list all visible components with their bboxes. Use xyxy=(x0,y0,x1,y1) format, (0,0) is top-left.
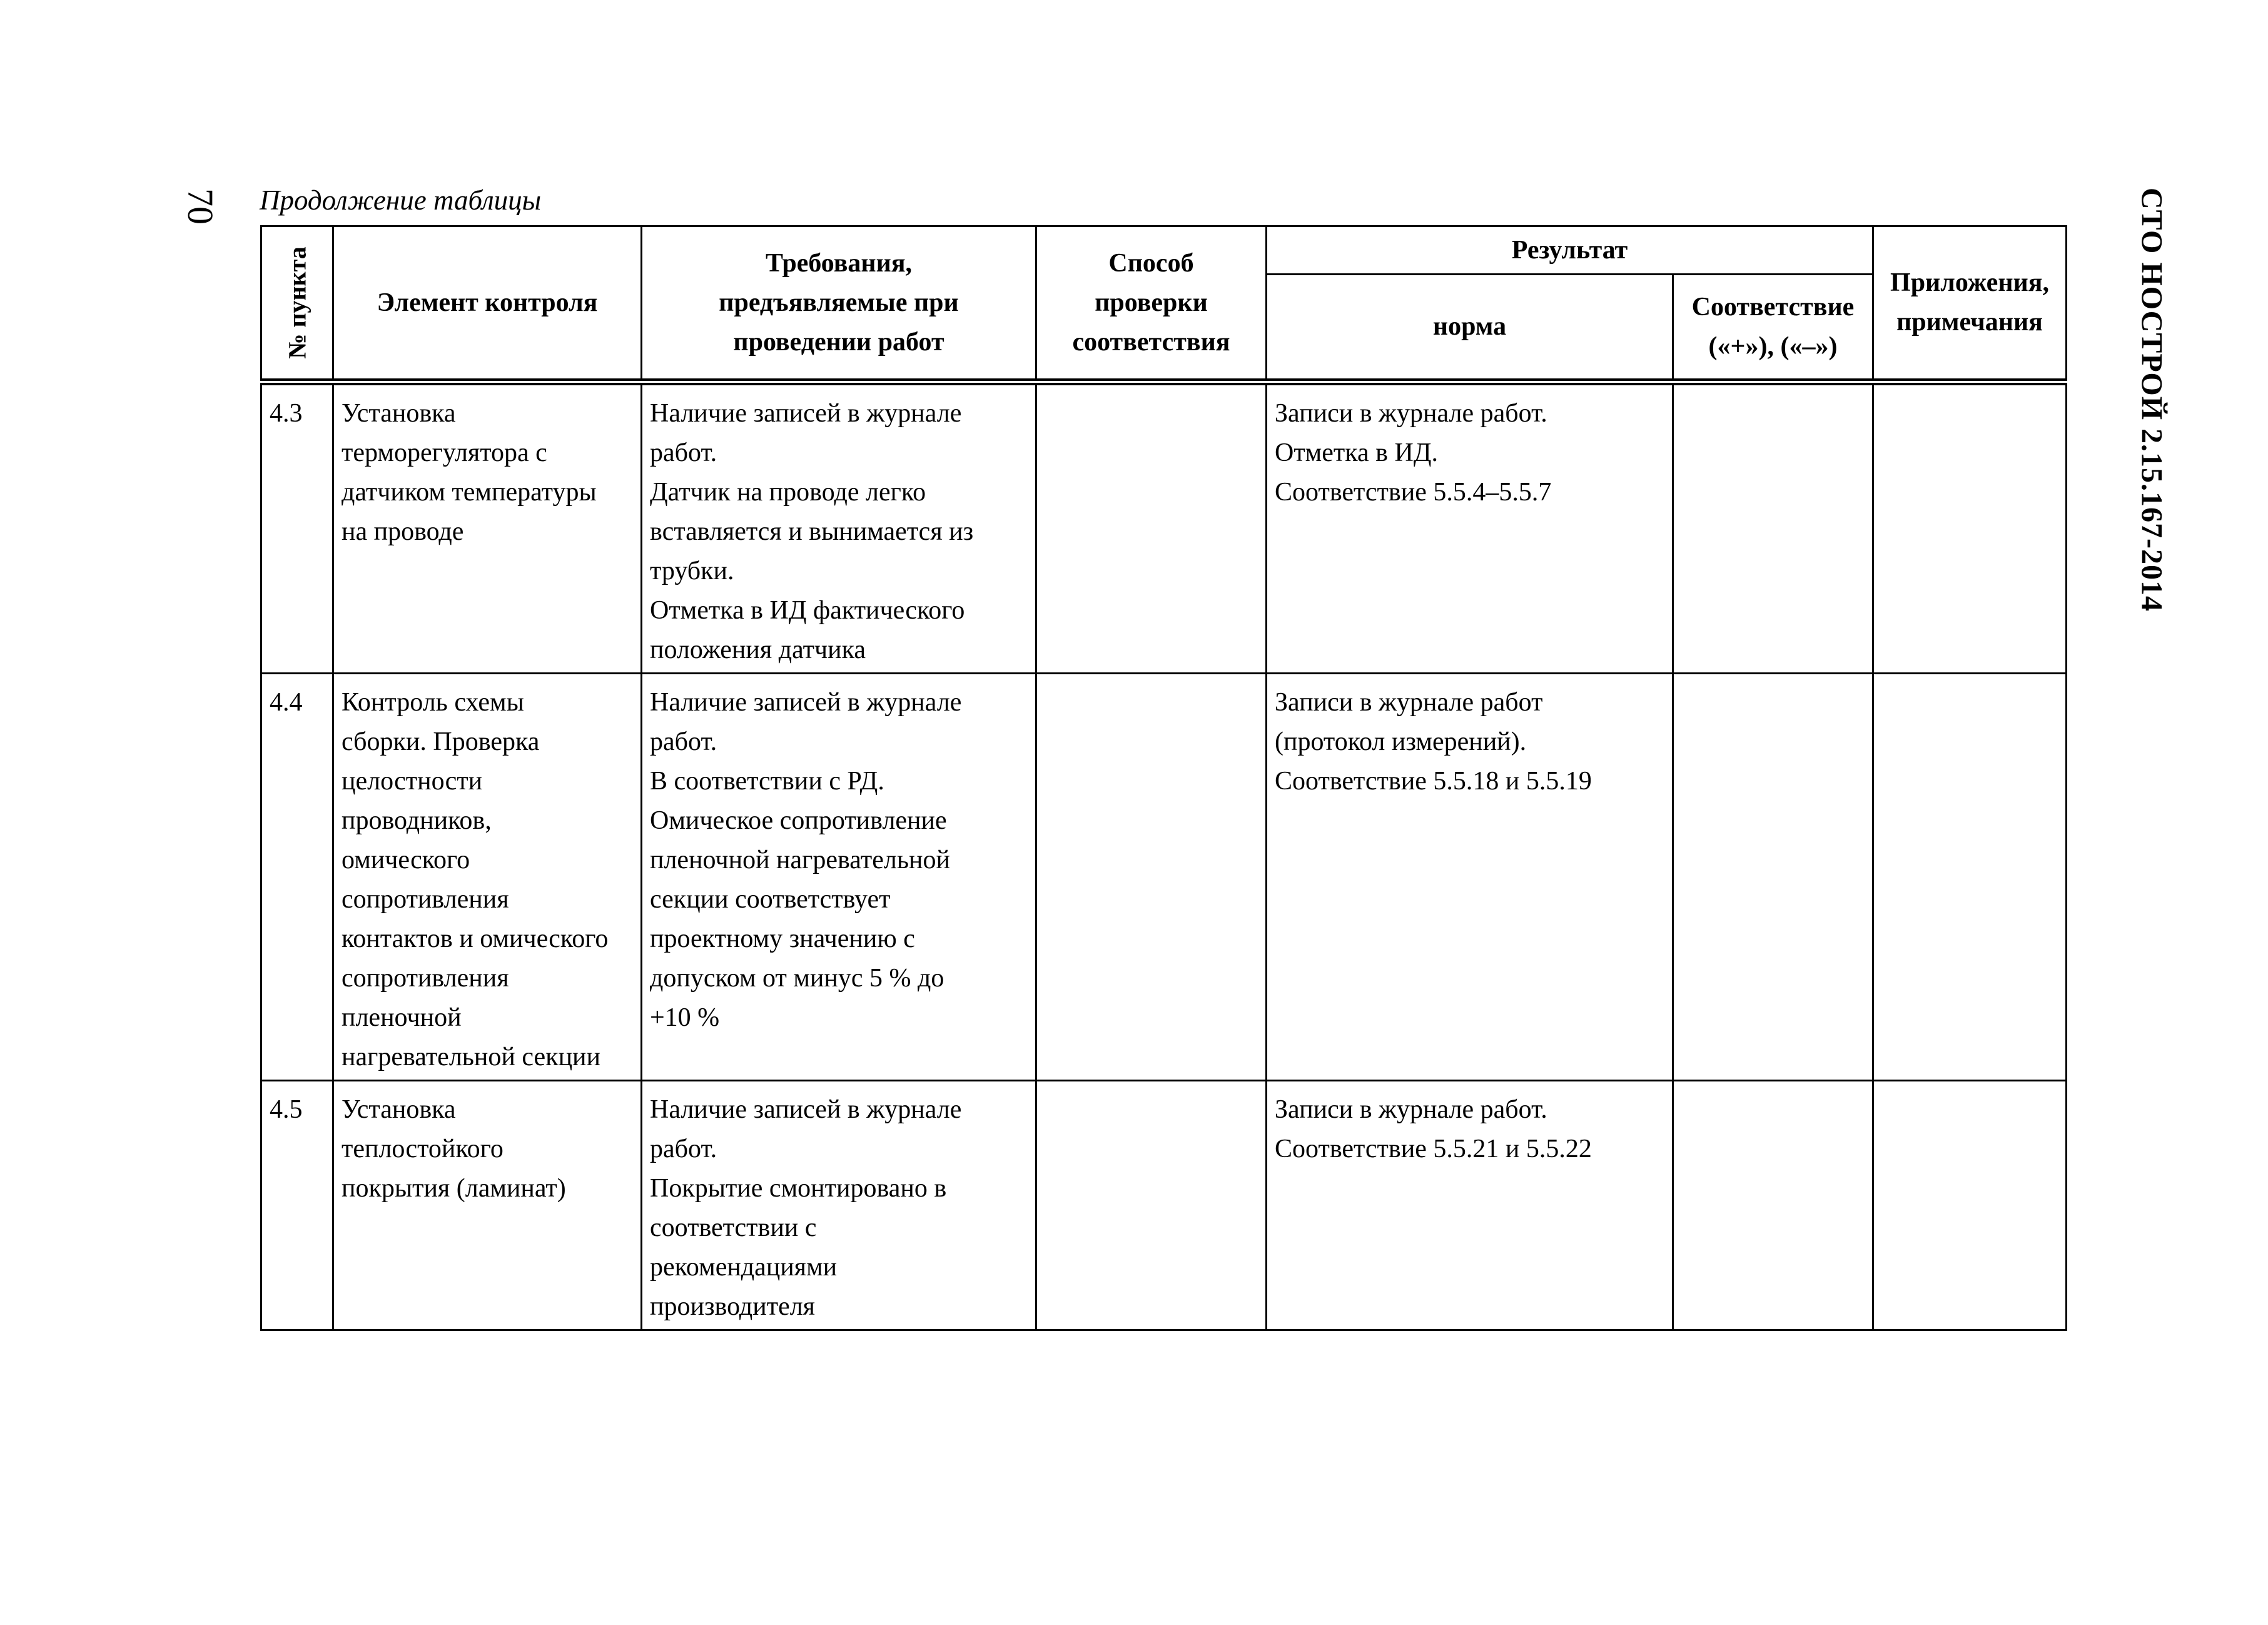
cell-element: Контроль схемы сборки. Проверка целостности проводников, омического сопротивления контактов и омического сопротивления пленочной нагревательной секции xyxy=(333,674,642,1081)
cell-number: 4.3 xyxy=(261,382,333,674)
cell-element: Установка теплостойкого покрытия (ламинат) xyxy=(333,1081,642,1330)
cell-norm: Записи в журнале работ. Отметка в ИД. Соответствие 5.5.4–5.5.7 xyxy=(1267,382,1673,674)
cell-element: Установка терморегулятора с датчиком температуры на проводе xyxy=(333,382,642,674)
table-caption: Продолжение таблицы xyxy=(260,185,542,216)
cell-notes xyxy=(1873,382,2067,674)
cell-norm: Записи в журнале работ. Соответствие 5.5.21 и 5.5.22 xyxy=(1267,1081,1673,1330)
cell-notes xyxy=(1873,1081,2067,1330)
control-table xyxy=(260,225,2067,1331)
cell-compliance xyxy=(1673,674,1873,1081)
header-item-number: № пункта xyxy=(261,226,333,382)
header-result: Результат xyxy=(1267,226,1873,275)
document-code xyxy=(2122,188,2181,625)
table-row xyxy=(261,382,2067,674)
page-number: 70 xyxy=(180,188,221,225)
cell-compliance xyxy=(1673,382,1873,674)
header-compliance: Соответствие («+»), («–») xyxy=(1673,275,1873,382)
header-check-method: Способ проверки соответствия xyxy=(1036,226,1267,382)
cell-method xyxy=(1036,1081,1267,1330)
cell-requirements: Наличие записей в журнале работ. Покрытие смонтировано в соответствии с рекомендациями производителя xyxy=(642,1081,1036,1330)
cell-number: 4.5 xyxy=(261,1081,333,1330)
cell-requirements: Наличие записей в журнале работ. В соответствии с РД. Омическое сопротивление пленочной нагревательной секции соответствует проектному значению с допуском от минус 5 % до +10 % xyxy=(642,674,1036,1081)
cell-method xyxy=(1036,674,1267,1081)
table-row xyxy=(261,674,2067,1081)
cell-notes xyxy=(1873,674,2067,1081)
cell-compliance xyxy=(1673,1081,1873,1330)
document-code-text: СТО НОСТРОЙ 2.15.167-2014 xyxy=(2135,188,2169,612)
cell-norm: Записи в журнале работ (протокол измерений). Соответствие 5.5.18 и 5.5.19 xyxy=(1267,674,1673,1081)
header-control-element: Элемент контроля xyxy=(333,226,642,382)
table-row xyxy=(261,1081,2067,1330)
cell-method xyxy=(1036,382,1267,674)
cell-number: 4.4 xyxy=(261,674,333,1081)
header-requirements: Требования, предъявляемые при проведении работ xyxy=(642,226,1036,382)
header-norm: норма xyxy=(1267,275,1673,382)
cell-requirements: Наличие записей в журнале работ. Датчик на проводе легко вставляется и вынимается из трубки. Отметка в ИД фактического положения датчика xyxy=(642,382,1036,674)
header-notes: Приложения, примечания xyxy=(1873,226,2067,382)
